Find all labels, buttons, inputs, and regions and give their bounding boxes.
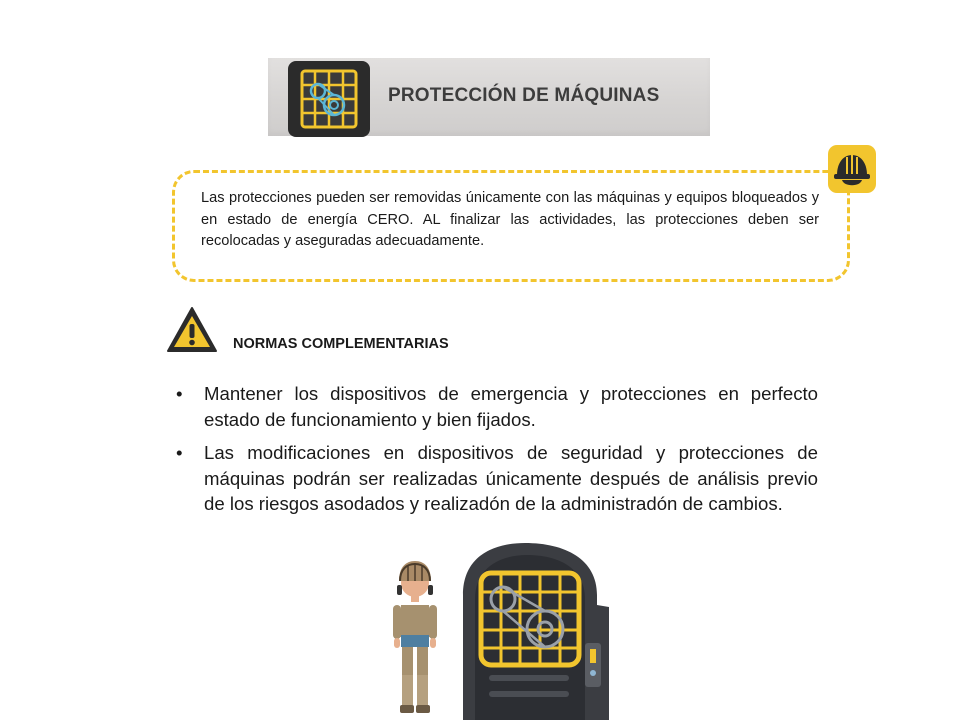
list-item — [176, 440, 818, 517]
bullet-symbol: • — [176, 383, 183, 404]
section-banner — [268, 58, 710, 136]
machine-guard-icon — [288, 61, 370, 137]
worker-figure-icon — [393, 561, 437, 713]
bullet-symbol: • — [176, 442, 183, 463]
norms-title: NORMAS COMPLEMENTARIAS — [233, 336, 449, 352]
hard-hat-icon — [828, 145, 876, 193]
list-item — [176, 381, 818, 432]
worker-machine-illustration — [385, 535, 625, 720]
note-text: Las protecciones pueden ser removidas únicamente con las máquinas y equipos bloqueados y en estado de energía CERO. AL finalizar las actividades, las protecciones deben ser recolocadas y aseguradas adecuadamente. — [201, 190, 819, 249]
warning-triangle-icon — [166, 306, 218, 354]
list-item-text: Las modificaciones en dispositivos de seguridad y protecciones de máquinas podrán ser realizadas únicamente después de análisis previo de los riesgos asodados y realizadón de la administradón de cambios. — [204, 442, 818, 514]
guarded-machine-icon — [463, 543, 609, 720]
norms-list — [176, 381, 818, 525]
list-item-text: Mantener los dispositivos de emergencia y protecciones en perfecto estado de funcionamiento y bien fijados. — [204, 383, 818, 430]
page-title: PROTECCIÓN DE MÁQUINAS — [388, 85, 660, 106]
